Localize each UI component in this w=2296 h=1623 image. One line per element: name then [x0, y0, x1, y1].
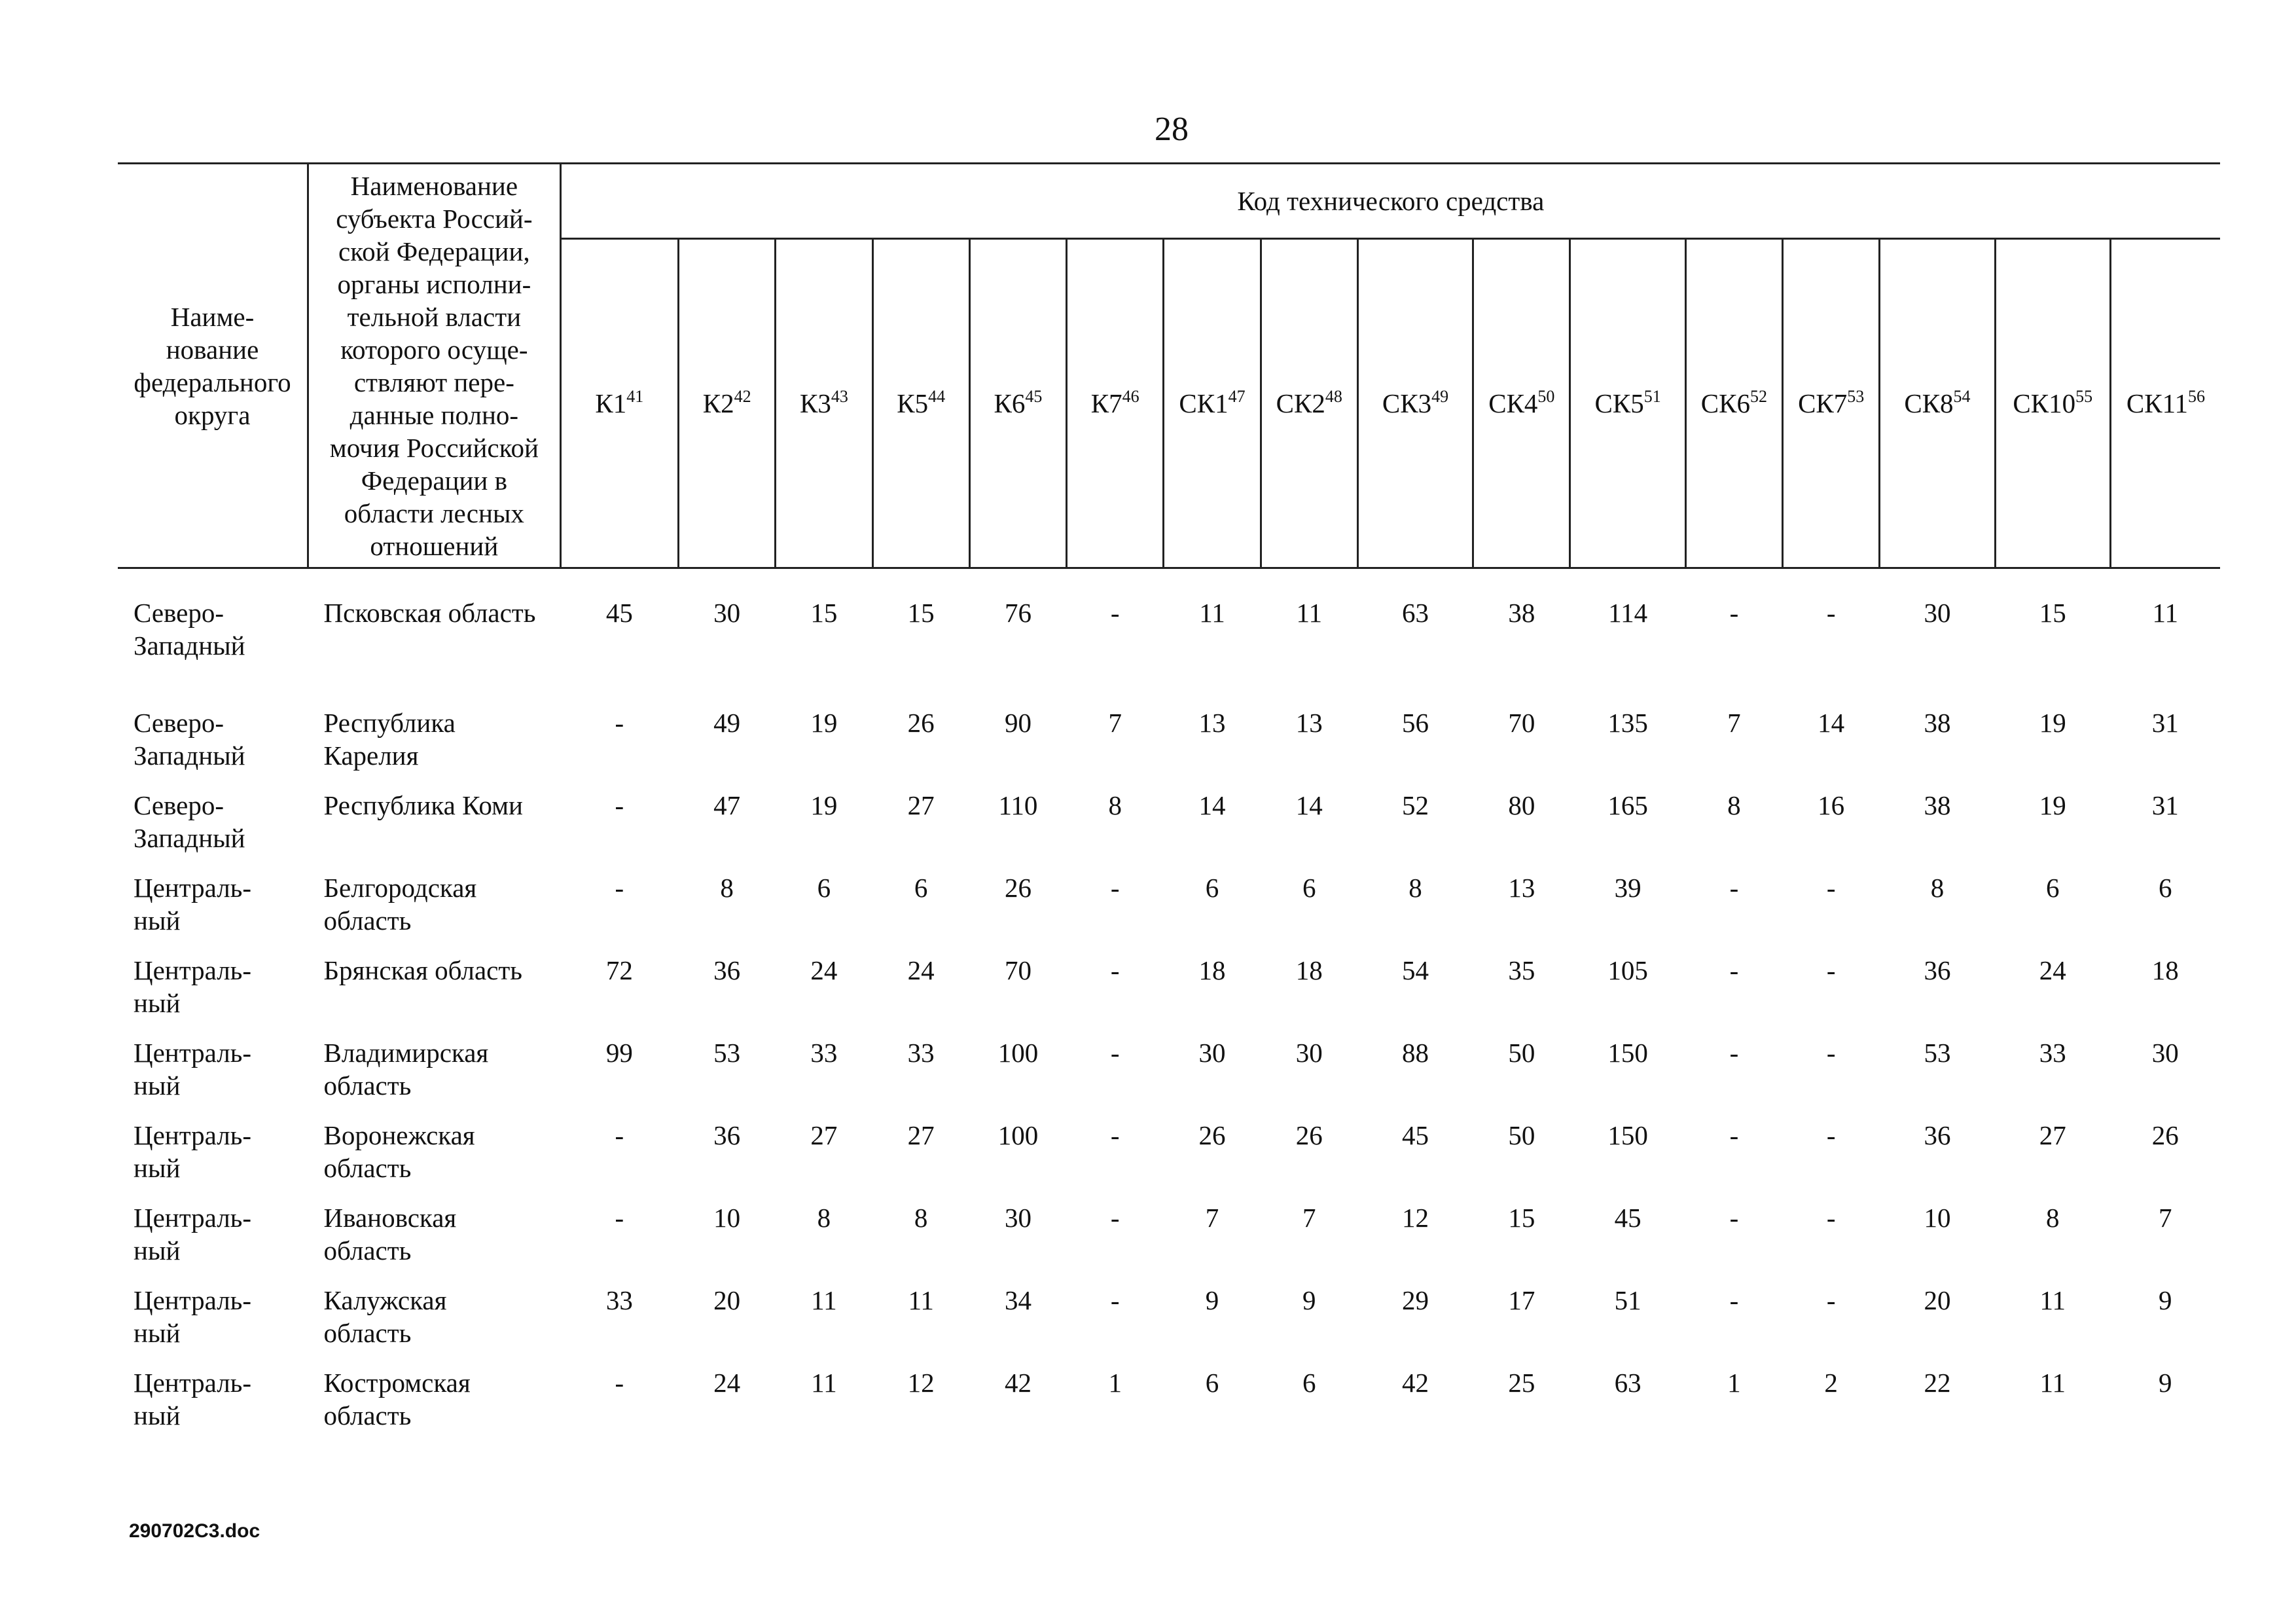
cell-subject: Белгородская область: [323, 873, 477, 936]
page-number: 28: [1155, 111, 1189, 148]
cell-value: -: [1110, 1203, 1120, 1233]
cell-value: 18: [1295, 955, 1323, 985]
cell-value: 10: [713, 1203, 741, 1233]
cell-value: 6: [1205, 1368, 1219, 1398]
cell-value: 13: [1198, 708, 1226, 738]
cell-value: 11: [908, 1285, 934, 1315]
table-row: [118, 1284, 2220, 1366]
cell-value: 11: [1296, 598, 1322, 628]
cell-value: 13: [1508, 873, 1535, 903]
cell-value: 27: [2039, 1120, 2066, 1150]
cell-value: 100: [997, 1038, 1039, 1068]
code-label: СК6: [1700, 388, 1750, 418]
code-label: К2: [702, 388, 734, 418]
cell-value: 26: [2151, 1120, 2179, 1150]
cell-value: -: [615, 790, 624, 820]
cell-value: -: [1729, 1203, 1739, 1233]
cell-value: 38: [1924, 708, 1951, 738]
cell-value: 42: [1004, 1368, 1031, 1398]
cell-value: 34: [1004, 1285, 1031, 1315]
cell-value: 7: [1302, 1203, 1316, 1233]
code-label: СК10: [2013, 388, 2076, 418]
cell-district: Северо- Западный: [134, 790, 245, 853]
cell-value: 26: [1295, 1120, 1323, 1150]
cell-value: 105: [1607, 955, 1648, 985]
cell-value: 45: [1614, 1203, 1641, 1233]
footnote-ref: 50: [1537, 387, 1555, 406]
cell-value: 2: [1824, 1368, 1838, 1398]
cell-value: 80: [1508, 790, 1535, 820]
cell-value: 24: [907, 955, 935, 985]
header-code-ск11: [2110, 239, 2220, 568]
cell-value: 27: [810, 1120, 838, 1150]
cell-district: Централь- ный: [134, 1368, 252, 1431]
header-code-ск2: [1261, 239, 1357, 568]
cell-value: 15: [810, 598, 838, 628]
cell-value: 30: [713, 598, 741, 628]
footnote-ref: 56: [2188, 387, 2206, 406]
cell-value: 7: [1727, 708, 1741, 738]
table-row: [118, 789, 2220, 871]
footnote-ref: 48: [1325, 387, 1342, 406]
cell-value: 19: [2039, 790, 2066, 820]
cell-value: 31: [2151, 790, 2179, 820]
header-code-ск6: [1685, 239, 1782, 568]
cell-value: 18: [1198, 955, 1226, 985]
cell-value: 15: [2039, 598, 2066, 628]
header-codes-group: Код технического средства: [560, 164, 2220, 239]
cell-value: 14: [1198, 790, 1226, 820]
cell-value: 56: [1402, 708, 1429, 738]
cell-value: -: [1110, 955, 1120, 985]
footnote-ref: 52: [1750, 387, 1767, 406]
cell-value: 9: [2158, 1285, 2172, 1315]
cell-subject: Ивановская область: [323, 1203, 457, 1266]
footnote-ref: 54: [1953, 387, 1971, 406]
cell-value: 38: [1508, 598, 1535, 628]
cell-value: 11: [811, 1285, 837, 1315]
cell-value: 9: [1302, 1285, 1316, 1315]
cell-value: 29: [1402, 1285, 1429, 1315]
cell-subject: Костромская область: [323, 1368, 471, 1431]
cell-value: 165: [1607, 790, 1648, 820]
cell-value: 22: [1924, 1368, 1951, 1398]
cell-value: -: [1729, 1120, 1739, 1150]
cell-value: -: [615, 708, 624, 738]
cell-value: 15: [907, 598, 935, 628]
cell-value: 150: [1607, 1120, 1648, 1150]
footnote-ref: 55: [2075, 387, 2093, 406]
header-code-к7: [1067, 239, 1164, 568]
cell-value: 16: [1818, 790, 1845, 820]
cell-value: 30: [1924, 598, 1951, 628]
footnote-ref: 44: [928, 387, 946, 406]
table-body: [118, 568, 2220, 1450]
code-label: СК4: [1488, 388, 1538, 418]
cell-value: 33: [605, 1285, 633, 1315]
cell-value: 53: [1924, 1038, 1951, 1068]
cell-value: 36: [713, 1120, 741, 1150]
cell-value: 11: [1199, 598, 1225, 628]
cell-district: Централь- ный: [134, 1038, 252, 1101]
cell-value: 63: [1614, 1368, 1641, 1398]
cell-value: 30: [1295, 1038, 1323, 1068]
cell-value: -: [1826, 1120, 1836, 1150]
cell-value: 6: [914, 873, 928, 903]
cell-subject: Республика Коми: [323, 790, 523, 820]
code-label: СК1: [1179, 388, 1229, 418]
cell-value: -: [1826, 873, 1836, 903]
cell-value: 11: [2039, 1285, 2066, 1315]
cell-value: -: [1729, 598, 1739, 628]
footnote-ref: 49: [1431, 387, 1449, 406]
cell-district: Северо- Западный: [134, 708, 245, 771]
cell-value: 13: [1295, 708, 1323, 738]
footnote-ref: 53: [1847, 387, 1865, 406]
cell-value: 36: [713, 955, 741, 985]
header-subject: Наименование субъекта Россий- ской Федерации, органы исполни- тельной власти которого осуще- ствляют пере- данные полно- мочия Российской Федерации в области лесных отношений: [308, 164, 561, 568]
cell-value: -: [1826, 955, 1836, 985]
cell-value: 30: [1004, 1203, 1031, 1233]
cell-value: 39: [1614, 873, 1641, 903]
cell-value: 33: [2039, 1038, 2066, 1068]
cell-value: -: [1110, 1038, 1120, 1068]
cell-district: Централь- ный: [134, 873, 252, 936]
cell-value: 7: [2158, 1203, 2172, 1233]
cell-value: -: [1110, 873, 1120, 903]
header-code-к3: [776, 239, 872, 568]
cell-value: 90: [1004, 708, 1031, 738]
code-label: К3: [799, 388, 831, 418]
cell-value: 6: [1302, 1368, 1316, 1398]
cell-value: 76: [1004, 598, 1031, 628]
code-label: СК7: [1798, 388, 1848, 418]
cell-value: 6: [1205, 873, 1219, 903]
cell-value: 6: [2158, 873, 2172, 903]
cell-district: Северо- Западный: [134, 598, 245, 661]
cell-value: 72: [605, 955, 633, 985]
cell-value: 8: [720, 873, 734, 903]
cell-value: 63: [1402, 598, 1429, 628]
cell-value: -: [1826, 1285, 1836, 1315]
cell-subject: Владимирская область: [323, 1038, 489, 1101]
cell-value: 8: [1408, 873, 1422, 903]
code-label: СК8: [1904, 388, 1954, 418]
code-label: К1: [595, 388, 627, 418]
cell-value: 18: [2151, 955, 2179, 985]
cell-value: 14: [1295, 790, 1323, 820]
cell-value: 12: [1402, 1203, 1429, 1233]
cell-district: Централь- ный: [134, 1120, 252, 1183]
code-label: СК5: [1594, 388, 1644, 418]
cell-value: 8: [1727, 790, 1741, 820]
cell-value: -: [615, 1120, 624, 1150]
cell-value: 30: [1198, 1038, 1226, 1068]
footnote-ref: 43: [831, 387, 848, 406]
cell-value: 31: [2151, 708, 2179, 738]
cell-value: 24: [810, 955, 838, 985]
cell-value: 25: [1508, 1368, 1535, 1398]
header-code-ск7: [1783, 239, 1880, 568]
cell-value: 9: [1205, 1285, 1219, 1315]
cell-value: 33: [810, 1038, 838, 1068]
code-label: К5: [897, 388, 929, 418]
cell-subject: Калужская область: [323, 1285, 447, 1348]
header-row-group: [118, 164, 2220, 239]
cell-value: 10: [1924, 1203, 1951, 1233]
cell-value: 26: [907, 708, 935, 738]
cell-value: 1: [1108, 1368, 1122, 1398]
cell-value: -: [1110, 598, 1120, 628]
cell-value: 52: [1402, 790, 1429, 820]
cell-value: 33: [907, 1038, 935, 1068]
cell-value: -: [1110, 1285, 1120, 1315]
footnote-ref: 45: [1025, 387, 1043, 406]
header-code-ск1: [1164, 239, 1261, 568]
cell-value: 26: [1198, 1120, 1226, 1150]
header-code-ск4: [1473, 239, 1570, 568]
footnote-ref: 51: [1643, 387, 1661, 406]
header-code-ск10: [1995, 239, 2110, 568]
cell-value: 7: [1108, 708, 1122, 738]
cell-value: 15: [1508, 1203, 1535, 1233]
cell-value: 1: [1727, 1368, 1741, 1398]
cell-value: 6: [2046, 873, 2060, 903]
cell-value: 14: [1818, 708, 1845, 738]
cell-value: 19: [810, 708, 838, 738]
cell-value: 8: [2046, 1203, 2060, 1233]
code-label: СК3: [1382, 388, 1432, 418]
cell-value: 17: [1508, 1285, 1535, 1315]
cell-value: -: [1729, 1285, 1739, 1315]
code-label: СК11: [2126, 388, 2189, 418]
cell-value: 100: [997, 1120, 1039, 1150]
cell-value: 20: [713, 1285, 741, 1315]
header-code-ск8: [1880, 239, 1995, 568]
cell-value: -: [615, 1368, 624, 1398]
cell-value: 8: [914, 1203, 928, 1233]
cell-value: 6: [817, 873, 831, 903]
cell-value: 8: [1108, 790, 1122, 820]
header-code-к6: [969, 239, 1066, 568]
cell-value: 51: [1614, 1285, 1641, 1315]
cell-value: 50: [1508, 1120, 1535, 1150]
cell-value: 24: [2039, 955, 2066, 985]
footnote-ref: 46: [1122, 387, 1139, 406]
cell-value: 150: [1607, 1038, 1648, 1068]
cell-value: 19: [2039, 708, 2066, 738]
cell-value: 6: [1302, 873, 1316, 903]
cell-value: 30: [2151, 1038, 2179, 1068]
cell-value: 135: [1607, 708, 1648, 738]
cell-value: -: [1729, 1038, 1739, 1068]
cell-value: -: [1826, 598, 1836, 628]
cell-district: Централь- ный: [134, 955, 252, 1018]
cell-value: 36: [1924, 955, 1951, 985]
cell-value: 110: [998, 790, 1038, 820]
table-row: [118, 1366, 2220, 1449]
code-label: К6: [994, 388, 1026, 418]
cell-value: 19: [810, 790, 838, 820]
header-district: Наиме- нование федерального округа: [118, 164, 308, 568]
header-code-ск5: [1570, 239, 1685, 568]
cell-value: -: [1729, 873, 1739, 903]
cell-value: 20: [1924, 1285, 1951, 1315]
cell-value: 24: [713, 1368, 741, 1398]
cell-value: 38: [1924, 790, 1951, 820]
table-row: [118, 706, 2220, 789]
cell-value: 70: [1508, 708, 1535, 738]
cell-value: 53: [713, 1038, 741, 1068]
cell-value: 11: [2039, 1368, 2066, 1398]
cell-value: -: [1729, 955, 1739, 985]
cell-value: 99: [605, 1038, 633, 1068]
table-row: [118, 568, 2220, 707]
cell-value: -: [1826, 1038, 1836, 1068]
footnote-ref: 42: [734, 387, 751, 406]
table-row: [118, 1201, 2220, 1284]
cell-value: 47: [713, 790, 741, 820]
cell-subject: Республика Карелия: [323, 708, 456, 771]
header-code-ск3: [1357, 239, 1473, 568]
cell-value: -: [615, 1203, 624, 1233]
cell-subject: Брянская область: [323, 955, 522, 985]
header-code-к1: [560, 239, 678, 568]
cell-value: 27: [907, 790, 935, 820]
cell-value: -: [615, 873, 624, 903]
cell-value: -: [1826, 1203, 1836, 1233]
cell-value: 35: [1508, 955, 1535, 985]
cell-value: 42: [1402, 1368, 1429, 1398]
table-row: [118, 954, 2220, 1036]
cell-value: 49: [713, 708, 741, 738]
cell-value: 12: [907, 1368, 935, 1398]
cell-value: 45: [605, 598, 633, 628]
code-label: СК2: [1276, 388, 1325, 418]
cell-value: 54: [1402, 955, 1429, 985]
cell-value: 114: [1608, 598, 1648, 628]
table-row: [118, 1036, 2220, 1119]
table-row: [118, 1119, 2220, 1201]
technical-means-table: [118, 162, 2220, 1449]
cell-value: 26: [1004, 873, 1031, 903]
footnote-ref: 41: [626, 387, 644, 406]
cell-district: Централь- ный: [134, 1285, 252, 1348]
header-code-к2: [679, 239, 776, 568]
cell-subject: Псковская область: [323, 598, 536, 628]
cell-value: 9: [2158, 1368, 2172, 1398]
cell-value: 70: [1004, 955, 1031, 985]
cell-value: 27: [907, 1120, 935, 1150]
cell-value: -: [1110, 1120, 1120, 1150]
footnote-ref: 47: [1228, 387, 1246, 406]
cell-value: 11: [811, 1368, 837, 1398]
cell-district: Централь- ный: [134, 1203, 252, 1266]
cell-value: 11: [2152, 598, 2178, 628]
cell-value: 7: [1205, 1203, 1219, 1233]
cell-value: 88: [1402, 1038, 1429, 1068]
cell-value: 50: [1508, 1038, 1535, 1068]
cell-subject: Воронежская область: [323, 1120, 475, 1183]
cell-value: 45: [1402, 1120, 1429, 1150]
document-filename: 290702C3.doc: [129, 1520, 260, 1542]
code-label: К7: [1090, 388, 1122, 418]
cell-value: 8: [1930, 873, 1945, 903]
header-code-к5: [872, 239, 969, 568]
cell-value: 8: [817, 1203, 831, 1233]
table-row: [118, 871, 2220, 954]
cell-value: 36: [1924, 1120, 1951, 1150]
